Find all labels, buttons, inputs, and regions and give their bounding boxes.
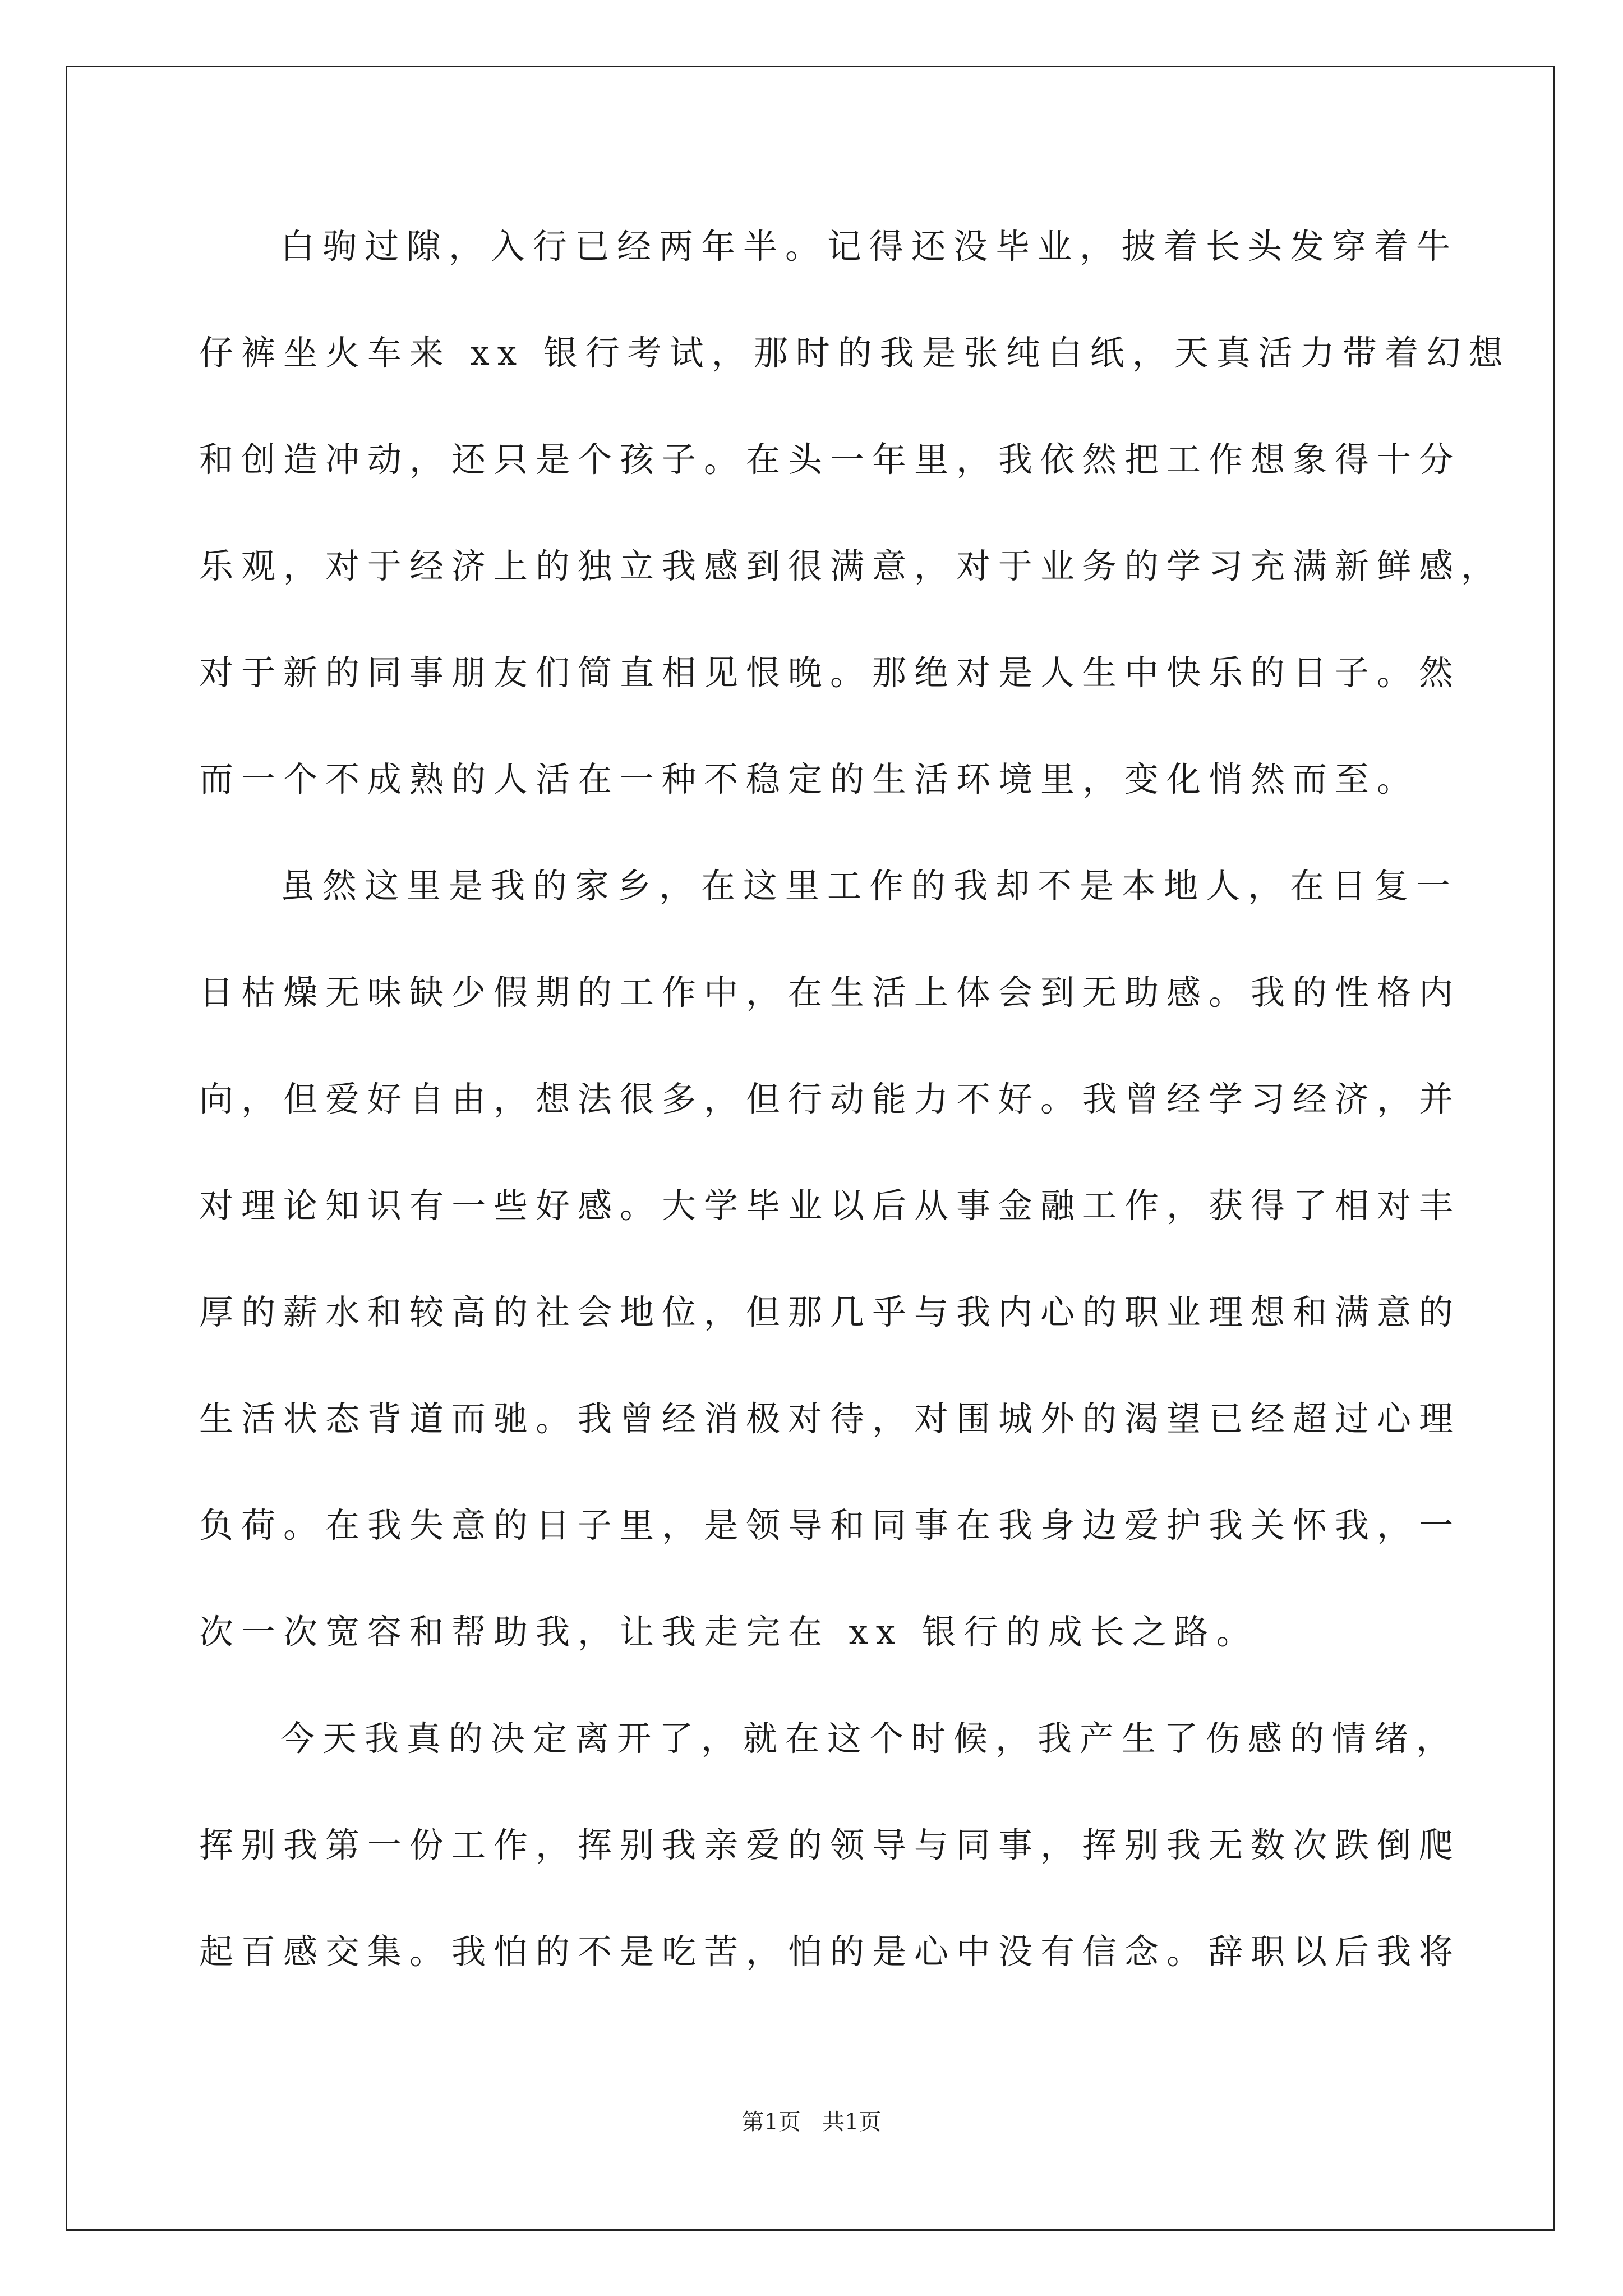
paragraph-2-line-3: 向，但爱好自由，想法很多，但行动能力不好。我曾经学习经济，并 xyxy=(199,1079,1461,1119)
paragraph-2-line-7: 负荷。在我失意的日子里，是领导和同事在我身边爱护我关怀我，一 xyxy=(199,1506,1461,1545)
paragraph-1-line-1: 白驹过隙，入行已经两年半。记得还没毕业，披着长头发穿着牛 xyxy=(280,227,1459,266)
paragraph-2-line-6: 生活状态背道而驰。我曾经消极对待，对围城外的渴望已经超过心理 xyxy=(199,1399,1461,1439)
paragraph-1-line-3: 和创造冲动，还只是个孩子。在头一年里，我依然把工作想象得十分 xyxy=(199,440,1461,480)
paragraph-1-line-4: 乐观，对于经济上的独立我感到很满意，对于业务的学习充满新鲜感， xyxy=(199,546,1504,586)
paragraph-3-line-3: 起百感交集。我怕的不是吃苦，怕的是心中没有信念。辞职以后我将 xyxy=(199,1932,1461,1972)
paragraph-1-line-6: 而一个不成熟的人活在一种不稳定的生活环境里，变化悄然而至。 xyxy=(199,760,1419,799)
page-border xyxy=(66,66,1555,2231)
paragraph-2-line-5: 厚的薪水和较高的社会地位，但那几乎与我内心的职业理想和满意的 xyxy=(199,1292,1461,1332)
page-number-footer: 第1页 共1页 xyxy=(741,2109,882,2135)
paragraph-2-line-8: 次一次宽容和帮助我，让我走完在 xx 银行的成长之路。 xyxy=(199,1612,1258,1652)
paragraph-1-line-5: 对于新的同事朋友们简直相见恨晚。那绝对是人生中快乐的日子。然 xyxy=(199,653,1461,693)
paragraph-2-line-4: 对理论知识有一些好感。大学毕业以后从事金融工作，获得了相对丰 xyxy=(199,1186,1461,1226)
paragraph-3-line-1: 今天我真的决定离开了，就在这个时候，我产生了伤感的情绪， xyxy=(280,1719,1459,1759)
paragraph-3-line-2: 挥别我第一份工作，挥别我亲爱的领导与同事，挥别我无数次跌倒爬 xyxy=(199,1825,1461,1865)
paragraph-1-line-2: 仔裤坐火车来 xx 银行考试，那时的我是张纯白纸，天真活力带着幻想 xyxy=(199,333,1511,373)
paragraph-2-line-1: 虽然这里是我的家乡，在这里工作的我却不是本地人，在日复一 xyxy=(280,866,1459,906)
paragraph-2-line-2: 日枯燥无味缺少假期的工作中，在生活上体会到无助感。我的性格内 xyxy=(199,973,1461,1013)
